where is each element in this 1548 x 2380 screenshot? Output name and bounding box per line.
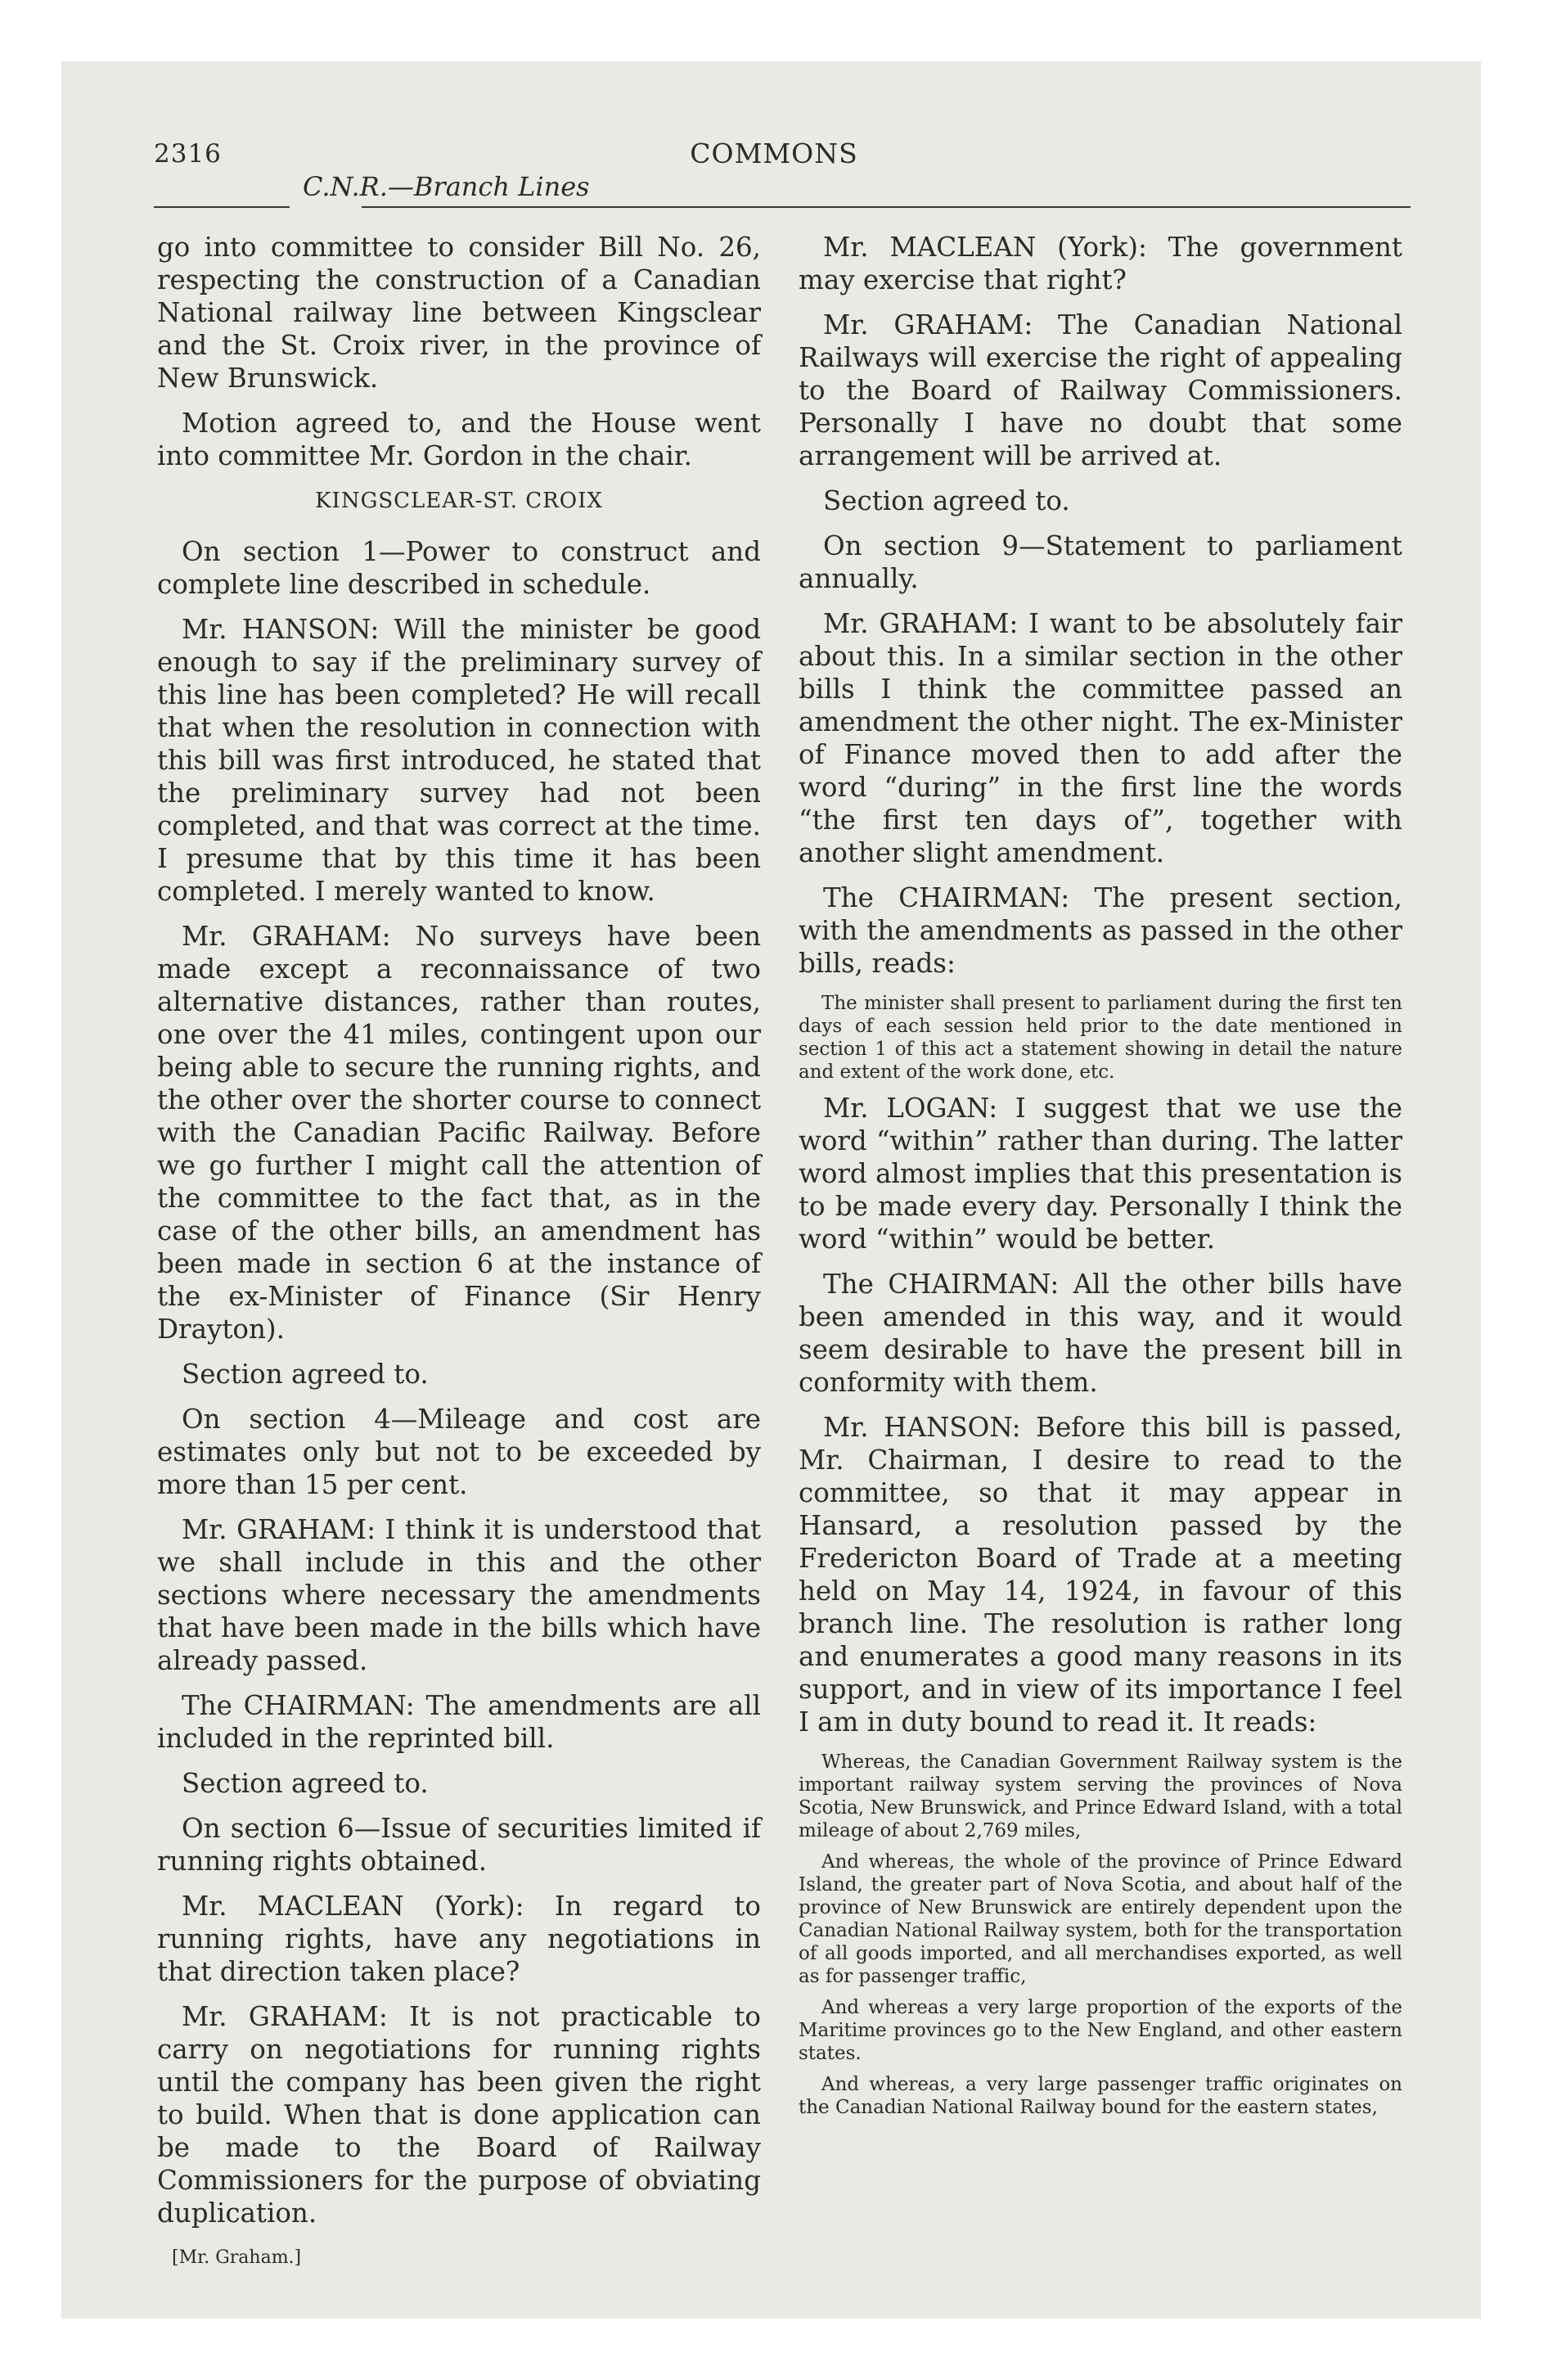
paragraph: The CHAIRMAN: The present section, with the amendments as passed in the other bills, reads: [799,882,1402,979]
speaker-footnote: [Mr. Graham.] [172,2247,302,2268]
paragraph: Section agreed to. [182,1359,429,1390]
paragraph: Mr. MACLEAN (York): The government may exercise that right? [799,232,1402,295]
quoted-text: The minister shall present to parliament during the first ten days of each session held prior to the date mentioned in section 1 of this act a statement showing in detail the nature and extent of the work done, etc. [799,993,1402,1083]
right-column [799,231,1402,2127]
paragraph: go into committee to consider Bill No. 26, respecting the construction of a Canadian National railway line between Kingsclear and the St. Croix river, in the province of New Brunswick. [157,232,761,394]
paragraph: Mr. HANSON: Before this bill is passed, Mr. Chairman, I desire to read to the committee, so that it may appear in Hansard, a resolution passed by the Fredericton Board of Trade at a meeting held on May 14, 1924, in favour of this branch line. The resolution is rather long and enumerates a good many reasons in its support, and in view of its importance I feel I am in duty bound to read it. It reads: [799,1412,1402,1738]
paragraph: Mr. GRAHAM: It is not practicable to carry on negotiations for running rights until the company has been given the right to build. When that is done application can be made to the Board of Railway Commissioners for the purpose of obviating duplication. [157,2001,761,2229]
paragraph: On section 4—Mileage and cost are estimates only but not to be exceeded by more than 15 per cent. [157,1404,761,1500]
paragraph: Mr. MACLEAN (York): In regard to running rights, have any negotiations in that direction taken place? [157,1891,761,1987]
paragraph: Motion agreed to, and the House went into committee Mr. Gordon in the chair. [157,408,761,471]
page-number: 2316 [154,139,222,169]
paragraph: Mr. GRAHAM: No surveys have been made except a reconnaissance of two alternative distances, rather than routes, one over the 41 miles, contingent upon our being able to secure the running rights, and the other over the shorter course to connect with the Canadian Pacific Railway. Before we go further I might call the attention of the committee to the fact that, as in the case of the other bills, an amendment has been made in section 6 at the instance of the ex-Minister of Finance (Sir Henry Drayton). [157,921,761,1345]
paragraph: Mr. GRAHAM: The Canadian National Railways will exercise the right of appealing to the Board of Railway Commissioners. Personally I have no doubt that some arrangement will be arrived at. [799,309,1402,471]
paragraph: Mr. HANSON: Will the minister be good enough to say if the preliminary survey of this line has been completed? He will recall that when the resolution in connection with this bill was first introduced, he stated that the preliminary survey had not been completed, and that was correct at the time. I presume that by this time it has been completed. I merely wanted to know. [157,614,761,907]
quoted-text: And whereas, the whole of the province of Prince Edward Island, the greater part of Nova Scotia, and about half of the province of New Brunswick are entirely dependent upon the Canadian National Railway system, both for the transportation of all goods imported, and all merchandises exported, as well as for passenger traffic, [799,1851,1402,1987]
paragraph: The CHAIRMAN: All the other bills have been amended in this way, and it would seem desirable to have the present bill in conformity with them. [799,1269,1402,1398]
quoted-text: Whereas, the Canadian Government Railway system is the important railway system serving the provinces of Nova Scotia, New Brunswick, and Prince Edward Island, with a total mileage of about 2,769 miles, [799,1751,1402,1841]
paragraph: Section agreed to. [182,1768,429,1799]
page-title: COMMONS [690,137,858,169]
quoted-text: And whereas, a very large passenger traffic originates on the Canadian National Railway bound for the eastern states, [799,2074,1402,2118]
paragraph: The CHAIRMAN: The amendments are all included in the reprinted bill. [157,1690,761,1754]
paragraph: On section 1—Power to construct and complete line described in schedule. [157,536,761,600]
header-rule-left [154,206,290,208]
header-rule-right [362,206,1411,208]
paragraph: On section 9—Statement to parliament annually. [799,530,1402,594]
quoted-text: And whereas a very large proportion of the exports of the Maritime provinces go to the New England, and other eastern states. [799,1997,1402,2064]
paragraph: Section agreed to. [823,485,1070,516]
paragraph: Mr. GRAHAM: I want to be absolutely fair about this. In a similar section in the other bills I think the committee passed an amendment the other night. The ex-Minister of Finance moved then to add after the word “during” in the first line the words “the first ten days of”, together with another slight amendment. [799,608,1402,868]
paragraph: Mr. GRAHAM: I think it is understood that we shall include in this and the other sections where necessary the amendments that have been made in the bills which have already passed. [157,1514,761,1676]
paragraph: On section 6—Issue of securities limited if running rights obtained. [157,1813,761,1877]
section-heading: KINGSCLEAR-ST. CROIX [315,489,603,513]
running-head: C.N.R.—Branch Lines [303,171,590,202]
paragraph: Mr. LOGAN: I suggest that we use the word “within” rather than during. The latter word almost implies that this presentation is to be made every day. Personally I think the word “within” would be better. [799,1093,1402,1255]
left-column [157,231,761,2274]
